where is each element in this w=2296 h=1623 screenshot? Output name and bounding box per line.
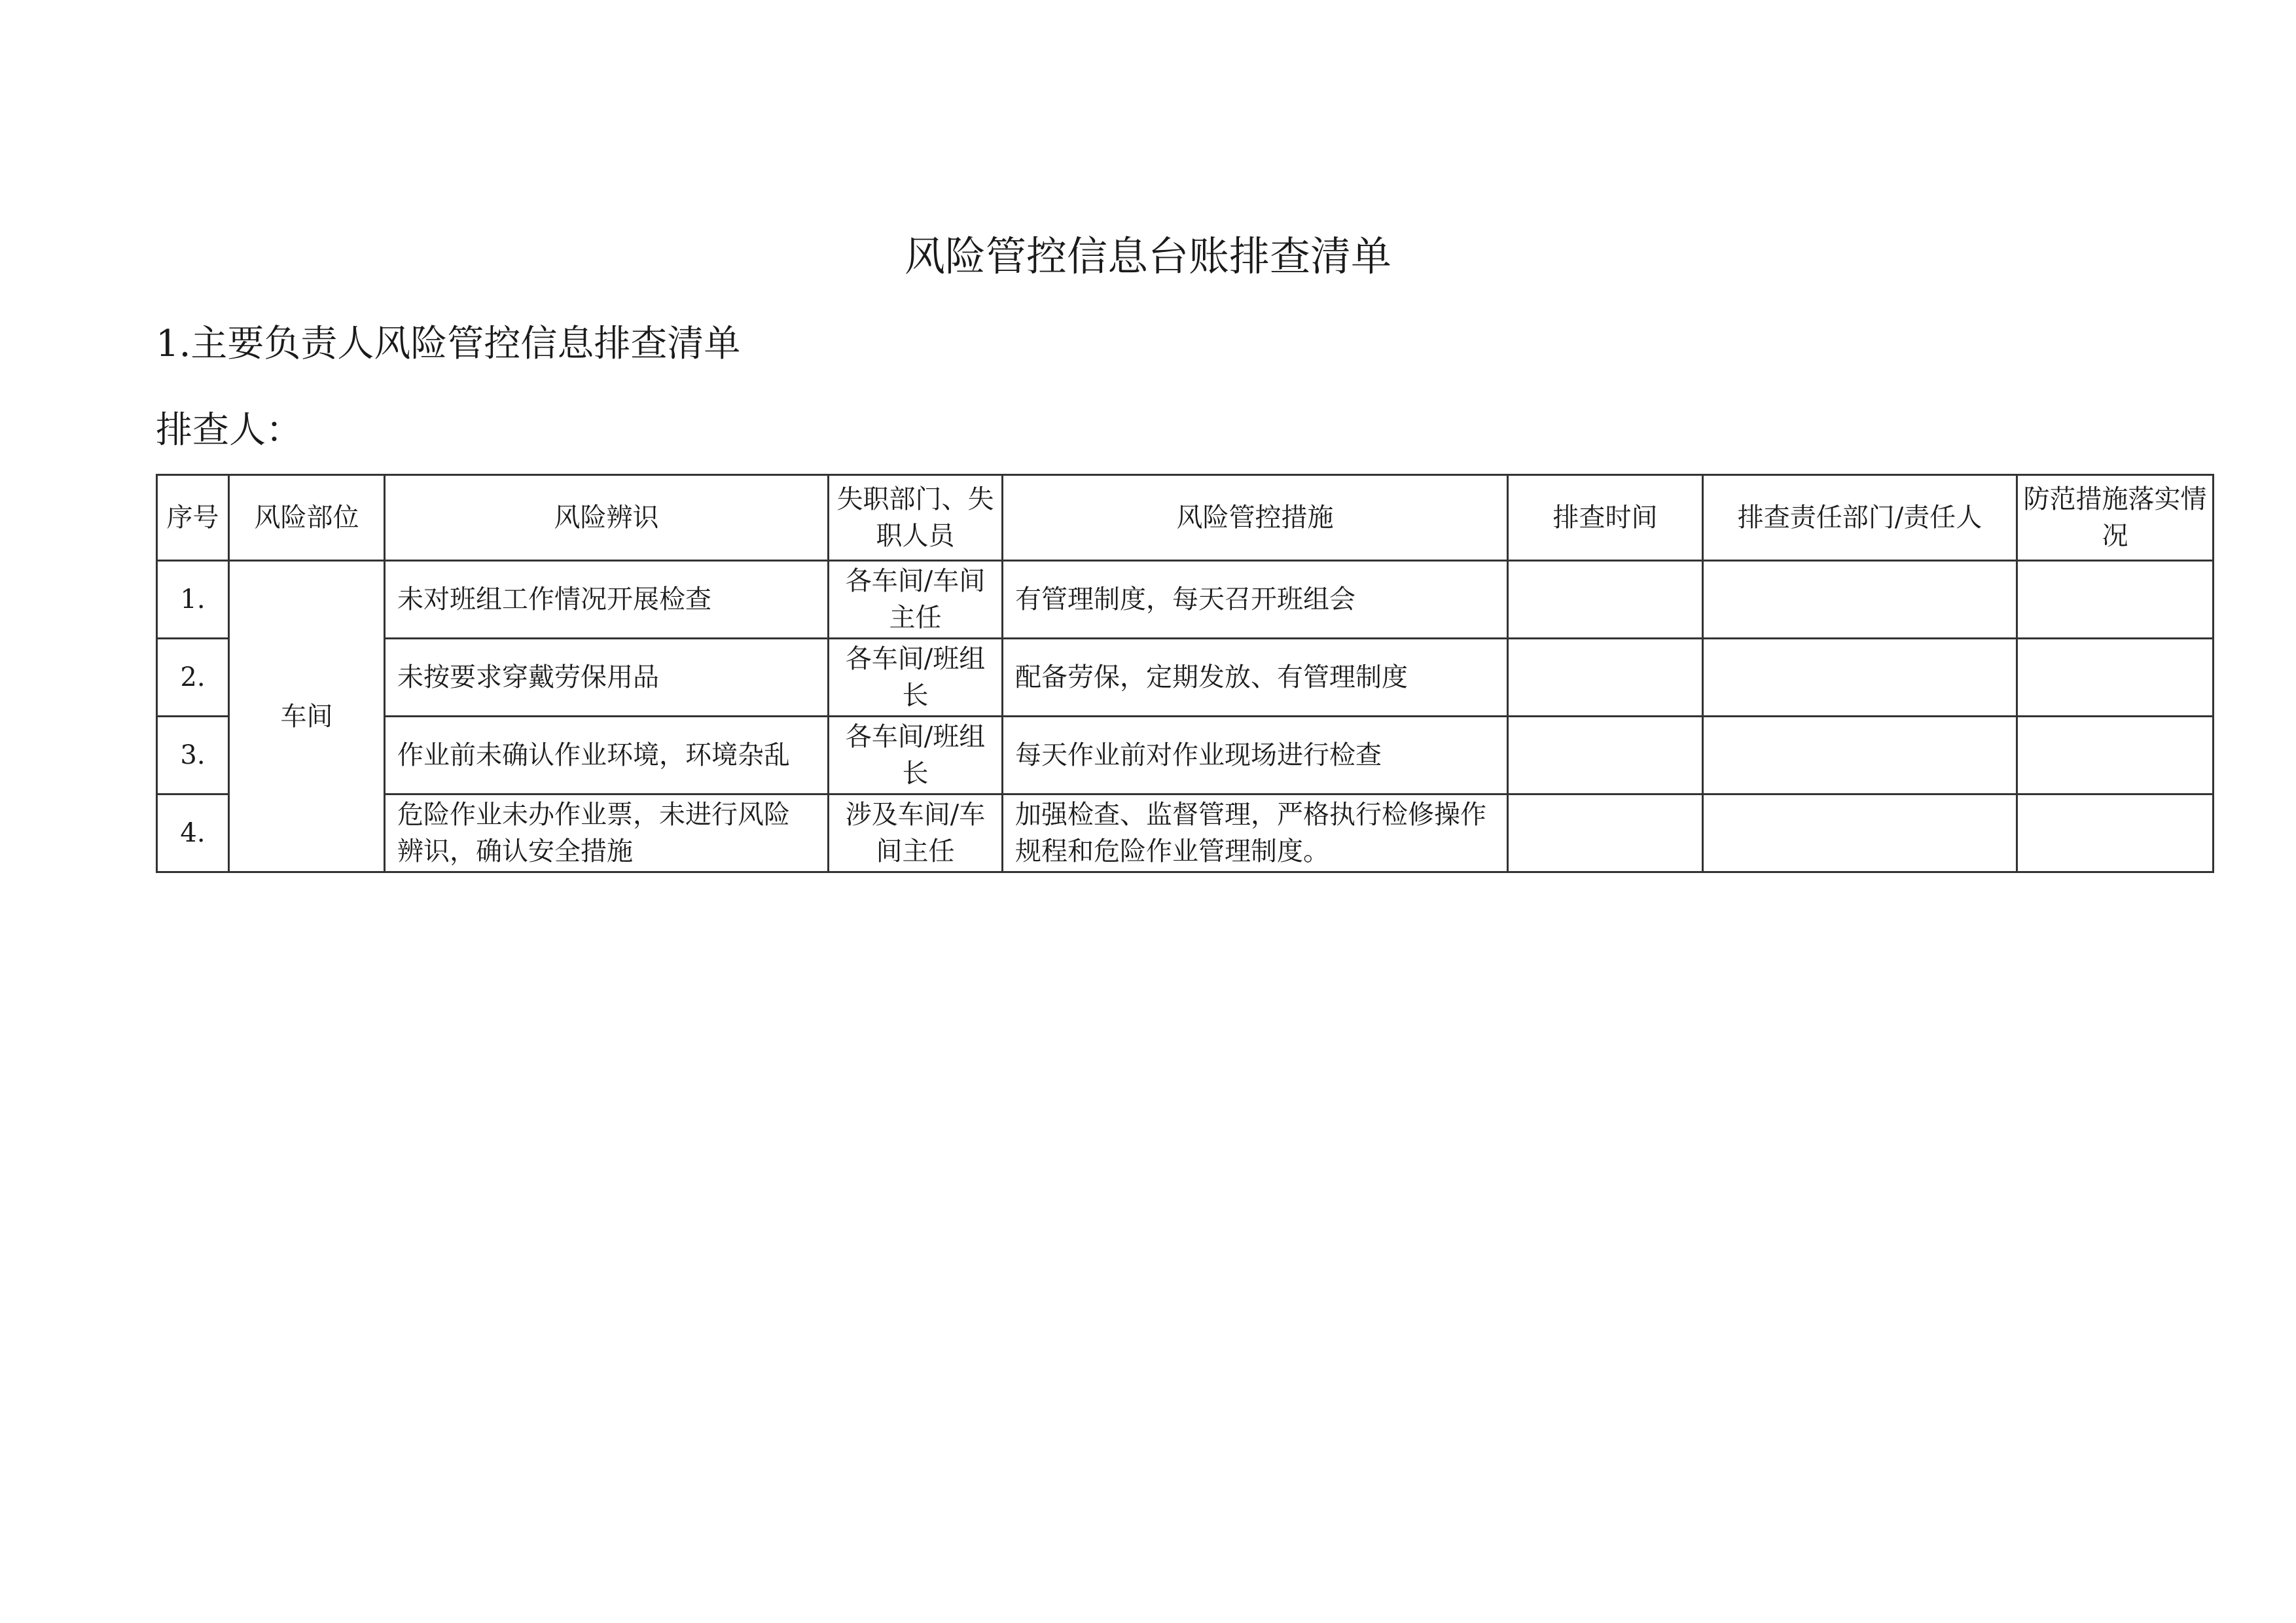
header-inspection-time: 排查时间	[1508, 475, 1703, 561]
row-status	[2017, 639, 2214, 717]
row-responsible	[1703, 561, 2017, 639]
row-responsible	[1703, 717, 2017, 794]
document-title: 风险管控信息台账排查清单	[904, 232, 1391, 280]
header-control-measures: 风险管控措施	[1003, 475, 1508, 561]
row-dept: 各车间/车间主任	[829, 561, 1003, 639]
row-location: 车间	[229, 561, 385, 872]
row-time	[1508, 794, 1703, 872]
header-implementation-status: 防范措施落实情况	[2017, 475, 2214, 561]
row-seq: 2.	[157, 639, 229, 717]
table-row	[157, 639, 2214, 717]
row-seq: 3.	[157, 717, 229, 794]
row-risk: 危险作业未办作业票，未进行风险辨识，确认安全措施	[385, 794, 829, 872]
table-row	[157, 794, 2214, 872]
row-risk: 作业前未确认作业环境，环境杂乱	[385, 717, 829, 794]
table-header-row	[157, 475, 2214, 561]
table-row	[157, 561, 2214, 639]
inspector-label: 排查人：	[156, 409, 302, 452]
row-measure: 配备劳保，定期发放、有管理制度	[1003, 639, 1508, 717]
row-dept: 各车间/班组长	[829, 717, 1003, 794]
header-seq: 序号	[157, 475, 229, 561]
row-time	[1508, 561, 1703, 639]
row-dept: 涉及车间/车间主任	[829, 794, 1003, 872]
row-time	[1508, 717, 1703, 794]
header-risk-identification: 风险辨识	[385, 475, 829, 561]
row-seq: 1.	[157, 561, 229, 639]
section-subtitle: 1.主要负责人风险管控信息排查清单	[156, 323, 741, 365]
row-responsible	[1703, 794, 2017, 872]
row-measure: 加强检查、监督管理，严格执行检修操作规程和危险作业管理制度。	[1003, 794, 1508, 872]
row-status	[2017, 561, 2214, 639]
row-status	[2017, 794, 2214, 872]
table-row	[157, 717, 2214, 794]
row-measure: 每天作业前对作业现场进行检查	[1003, 717, 1508, 794]
header-dept-person: 失职部门、失职人员	[829, 475, 1003, 561]
row-risk: 未对班组工作情况开展检查	[385, 561, 829, 639]
row-status	[2017, 717, 2214, 794]
row-time	[1508, 639, 1703, 717]
header-location: 风险部位	[229, 475, 385, 561]
row-seq: 4.	[157, 794, 229, 872]
risk-ledger-table	[156, 474, 2214, 873]
header-responsible-dept: 排查责任部门/责任人	[1703, 475, 2017, 561]
row-responsible	[1703, 639, 2017, 717]
row-measure: 有管理制度，每天召开班组会	[1003, 561, 1508, 639]
row-risk: 未按要求穿戴劳保用品	[385, 639, 829, 717]
row-dept: 各车间/班组长	[829, 639, 1003, 717]
